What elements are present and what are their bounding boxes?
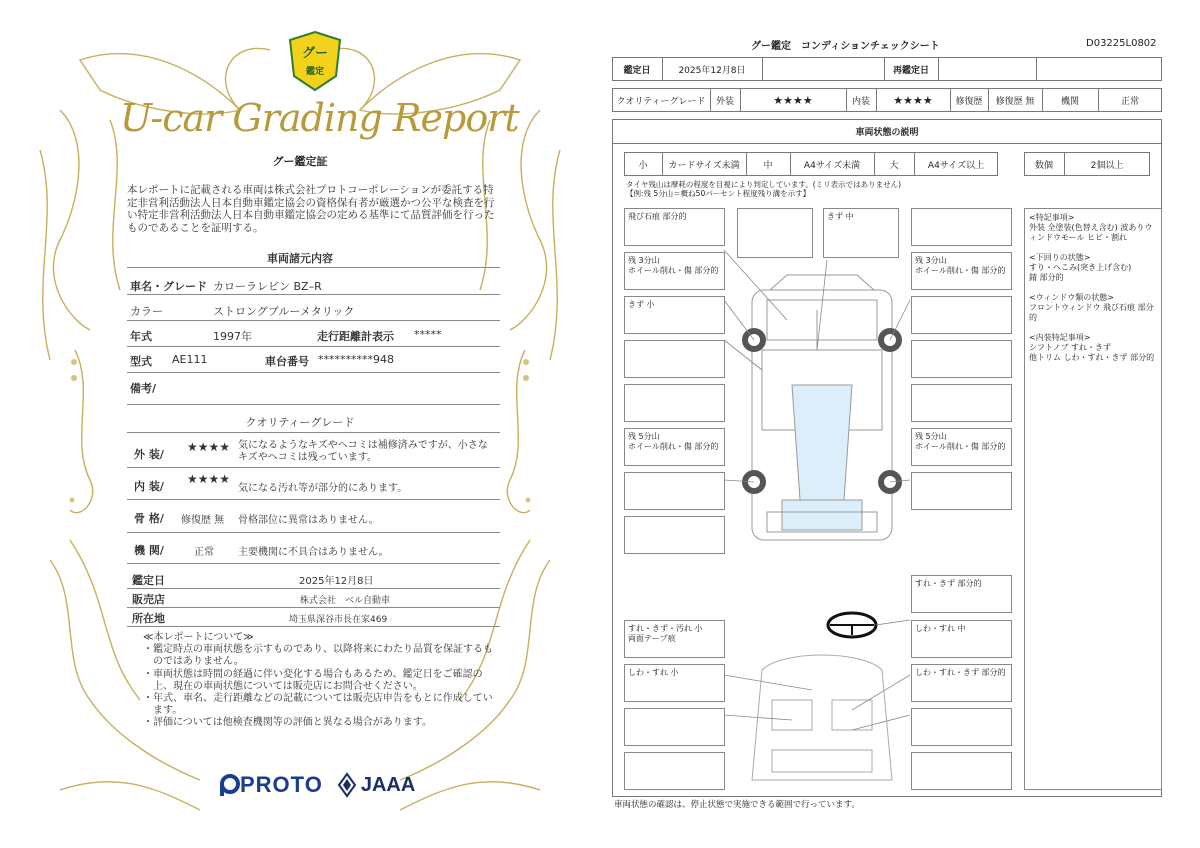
model-label: 型式 [130,355,152,368]
frame-label: 骨 格/ [134,512,164,525]
jaaa-mark-icon [337,772,357,798]
address-value: 埼玉県深谷市長在家469 [289,615,388,625]
divider [127,294,500,295]
damage-box-text: 残 5分山 [628,432,660,441]
damage-box-left-6 [624,428,725,466]
damage-box-left-4 [624,340,725,378]
frame-value: 修復歴 無 [181,515,225,526]
divider [127,267,500,268]
size-mid-value: A4サイズ未満 [803,160,861,171]
proto-mark-icon [218,773,240,797]
remarks-panel [1024,208,1162,790]
color-label: カラー [130,305,163,318]
chassis-label: 車台番号 [265,355,309,368]
car-name-label: 車名・グレード [130,280,207,293]
interior-box-right-1 [911,620,1012,658]
dealer-label: 販売店 [132,593,165,606]
size-large-label: 大 [889,160,899,171]
quality-label: クオリティーグレード [616,96,706,107]
int-stars: ★★★★ [893,93,933,107]
engine-text: 主要機関に不具合はありません。 [238,547,389,558]
address-label: 所在地 [132,612,165,625]
damage-box-text: ホイール削れ・傷 部分的 [628,266,719,275]
interior-box-left-2 [624,664,725,702]
divider [127,626,500,627]
interior-box-right-4 [911,752,1012,790]
note-item: ・車両状態は時間の経過に伴い変化する場合もあるため、鑑定日をご確認の上、現在の車両状態については販売店にお問合せください。 [143,668,483,692]
year-value: 1997年 [213,330,252,343]
size-large-value: A4サイズ以上 [927,160,985,171]
divider [1036,57,1037,81]
ext-label: 外装 [715,96,734,107]
damage-box-top-1 [737,208,813,258]
car-name-value: カローラレビン BZ–R [213,280,322,293]
int-label: 内装 [851,96,870,107]
repair-label: 修復歴 [955,96,983,107]
svg-text:グー: グー [301,46,329,61]
interior-box-left-1 [624,620,725,658]
damage-box-text: 残 5分山 [915,432,947,441]
damage-box-left-2 [624,252,725,290]
interior-box-right-2 [911,664,1012,702]
damage-box-text: きず 中 [827,212,854,221]
damage-box-text: 残 3分山 [628,256,660,265]
divider [127,499,500,500]
damage-box-text: 飛び石痕 部分的 [628,212,687,221]
interior-box-left-4 [624,752,725,790]
damage-box-text: すれ・きず・汚れ 小 [628,624,703,633]
interior-label: 内 装/ [134,480,164,493]
damage-box-left-1 [624,208,725,246]
damage-box-text: しわ・すれ 小 [628,668,679,677]
specs-title: 車両諸元内容 [267,252,333,265]
model-value: AE111 [172,353,208,366]
report-notes [143,632,495,730]
interior-remarks-text: 他トリム しわ・すれ・きず 部分的 [1029,353,1155,362]
divider [127,404,500,405]
under-text: すり・へこみ(突き上げ含む) [1029,263,1132,272]
special-text: 外装 全塗装(色替え含む) 波ありウィンドウモール ヒビ・割れ [1029,223,1153,242]
interior-text: 気になる汚れ等が部分的にあります。 [238,483,408,494]
divider [127,372,500,373]
size-mid-label: 中 [763,160,773,171]
divider [127,563,500,564]
remarks-label: 備考/ [130,382,157,395]
steering-box [911,575,1012,613]
damage-box-right-6 [911,428,1012,466]
damage-box-right-7 [911,472,1012,510]
interior-stars: ★★★★ [187,472,231,486]
interior-box-left-3 [624,708,725,746]
document-id: D03225L0802 [1086,38,1157,49]
note-item: ・年式、車名、走行距離などの記載については販売店申告をもとに作成しています。 [143,693,493,717]
divider [127,532,500,533]
desc-title: 車両状態の説明 [855,127,919,138]
size-small-label: 小 [638,160,648,171]
engine-value: 正常 [1120,96,1139,107]
interior-remarks-text: シフトノブ すれ・きず [1029,343,1112,352]
exterior-label: 外 装/ [134,448,164,461]
sheet-date-label: 鑑定日 [623,65,651,76]
interior-box-right-3 [911,708,1012,746]
tire-note-2: 【例:残 5分山＝概ね50パーセント程度残り溝を示す】 [626,189,811,198]
under-text: 錆 部分的 [1029,273,1064,282]
color-value: ストロングブルーメタリック [213,305,355,318]
interior-remarks-title: <内装特記事項> [1029,333,1091,342]
certificate-title: グー鑑定証 [272,155,328,168]
window-title: <ウィンドウ類の状態> [1029,293,1114,302]
odometer-value: ***** [414,328,442,341]
frame-text: 骨格部位に異常はありません。 [238,515,379,526]
tire-note-1: タイヤ残山は摩耗の程度を目視により判定しています。(ミリ表示ではありません) [626,180,902,189]
divider [612,143,1162,144]
divider [127,607,500,608]
sheet-date-value: 2025年12月8日 [678,65,746,76]
damage-box-text: ホイール削れ・傷 部分的 [915,442,1006,451]
report-script-title: U-car Grading Report [120,96,519,140]
window-text: フロントウィンドウ 飛び石痕 部分的 [1029,303,1154,322]
date-label: 鑑定日 [132,574,165,587]
jaaa-logo-text: JAAA [360,773,416,796]
note-item: ・評価については他検査機関等の評価と異なる場合があります。 [143,717,432,729]
damage-box-text: しわ・すれ 中 [915,624,966,633]
special-title: <特記事項> [1029,213,1075,222]
note-item: ・鑑定時点の車両状態を示すものであり、以降将来にわたり品質を保証するものではありません。 [143,644,493,668]
divider [127,346,500,347]
damage-box-text: しわ・すれ・きず 部分的 [915,668,1006,677]
engine-value: 正常 [194,547,214,558]
count-label: 数個 [1034,160,1053,171]
damage-box-right-1 [911,208,1012,246]
divider [127,467,500,468]
damage-box-right-4 [911,340,1012,378]
odometer-label: 走行距離計表示 [317,330,394,343]
exterior-stars: ★★★★ [187,440,231,454]
repair-value: 修復歴 無 [995,96,1035,107]
damage-box-left-7 [624,472,725,510]
damage-box-left-8 [624,516,725,554]
certificate-intro: 本レポートに記載される車両は株式会社プロトコーポレーションが委託する特定非営利活動法人日本自動車鑑定協会の資格保有者が厳選かつ公平な検査を行い特定非営利活動法人日本自動車鑑定協会の定める基準にて品質評価を行ったものであることを証明する。 [127,184,495,234]
notes-title: ≪本レポートについて≫ [143,632,254,643]
jaaa-logo [337,772,415,798]
under-title: <下回りの状態> [1029,253,1091,262]
sheet-title: グー鑑定 コンディションチェックシート [751,41,940,52]
proto-logo [218,772,323,798]
condition-check-sheet [608,30,1168,820]
damage-box-left-5 [624,384,725,422]
count-value: 2個以上 [1090,160,1124,171]
redate-value [938,57,1036,81]
divider [127,432,500,433]
damage-box-text: ホイール削れ・傷 部分的 [915,266,1006,275]
footer-logos [218,770,415,800]
damage-box-right-2 [911,252,1012,290]
quality-title: クオリティーグレード [245,416,355,429]
dealer-value: 株式会社 ベル自動車 [300,596,391,606]
damage-box-text: きず 小 [628,300,655,309]
chassis-value: **********948 [318,353,394,366]
damage-box-text: 両面テープ痕 [628,634,676,643]
divider [762,57,763,81]
year-label: 年式 [130,330,152,343]
goo-kantei-emblem [286,30,344,92]
size-small-value: カードサイズ未満 [668,160,740,171]
redate-label: 再鑑定日 [892,65,929,76]
exterior-text: 気になるようなキズやヘコミは補修済みですが、小さなキズやヘコミは残っています。 [238,440,488,463]
engine-label: 機関 [1060,96,1079,107]
svg-text:鑑定: 鑑定 [305,67,325,77]
damage-box-left-3 [624,296,725,334]
damage-box-right-3 [911,296,1012,334]
sheet-footer-note: 車両状態の確認は、停止状態で実施できる範囲で行っています。 [614,800,860,810]
damage-box-text: すれ・きず 部分的 [915,579,982,588]
damage-box-text: 残 3分山 [915,256,947,265]
divider [127,320,500,321]
damage-box-right-5 [911,384,1012,422]
engine-label: 機 関/ [134,544,164,557]
damage-box-top-2 [823,208,899,258]
damage-box-text: ホイール削れ・傷 部分的 [628,442,719,451]
date-value: 2025年12月8日 [299,576,374,587]
divider [127,588,500,589]
proto-logo-text: PROTO [240,772,323,797]
ext-stars: ★★★★ [773,93,813,107]
